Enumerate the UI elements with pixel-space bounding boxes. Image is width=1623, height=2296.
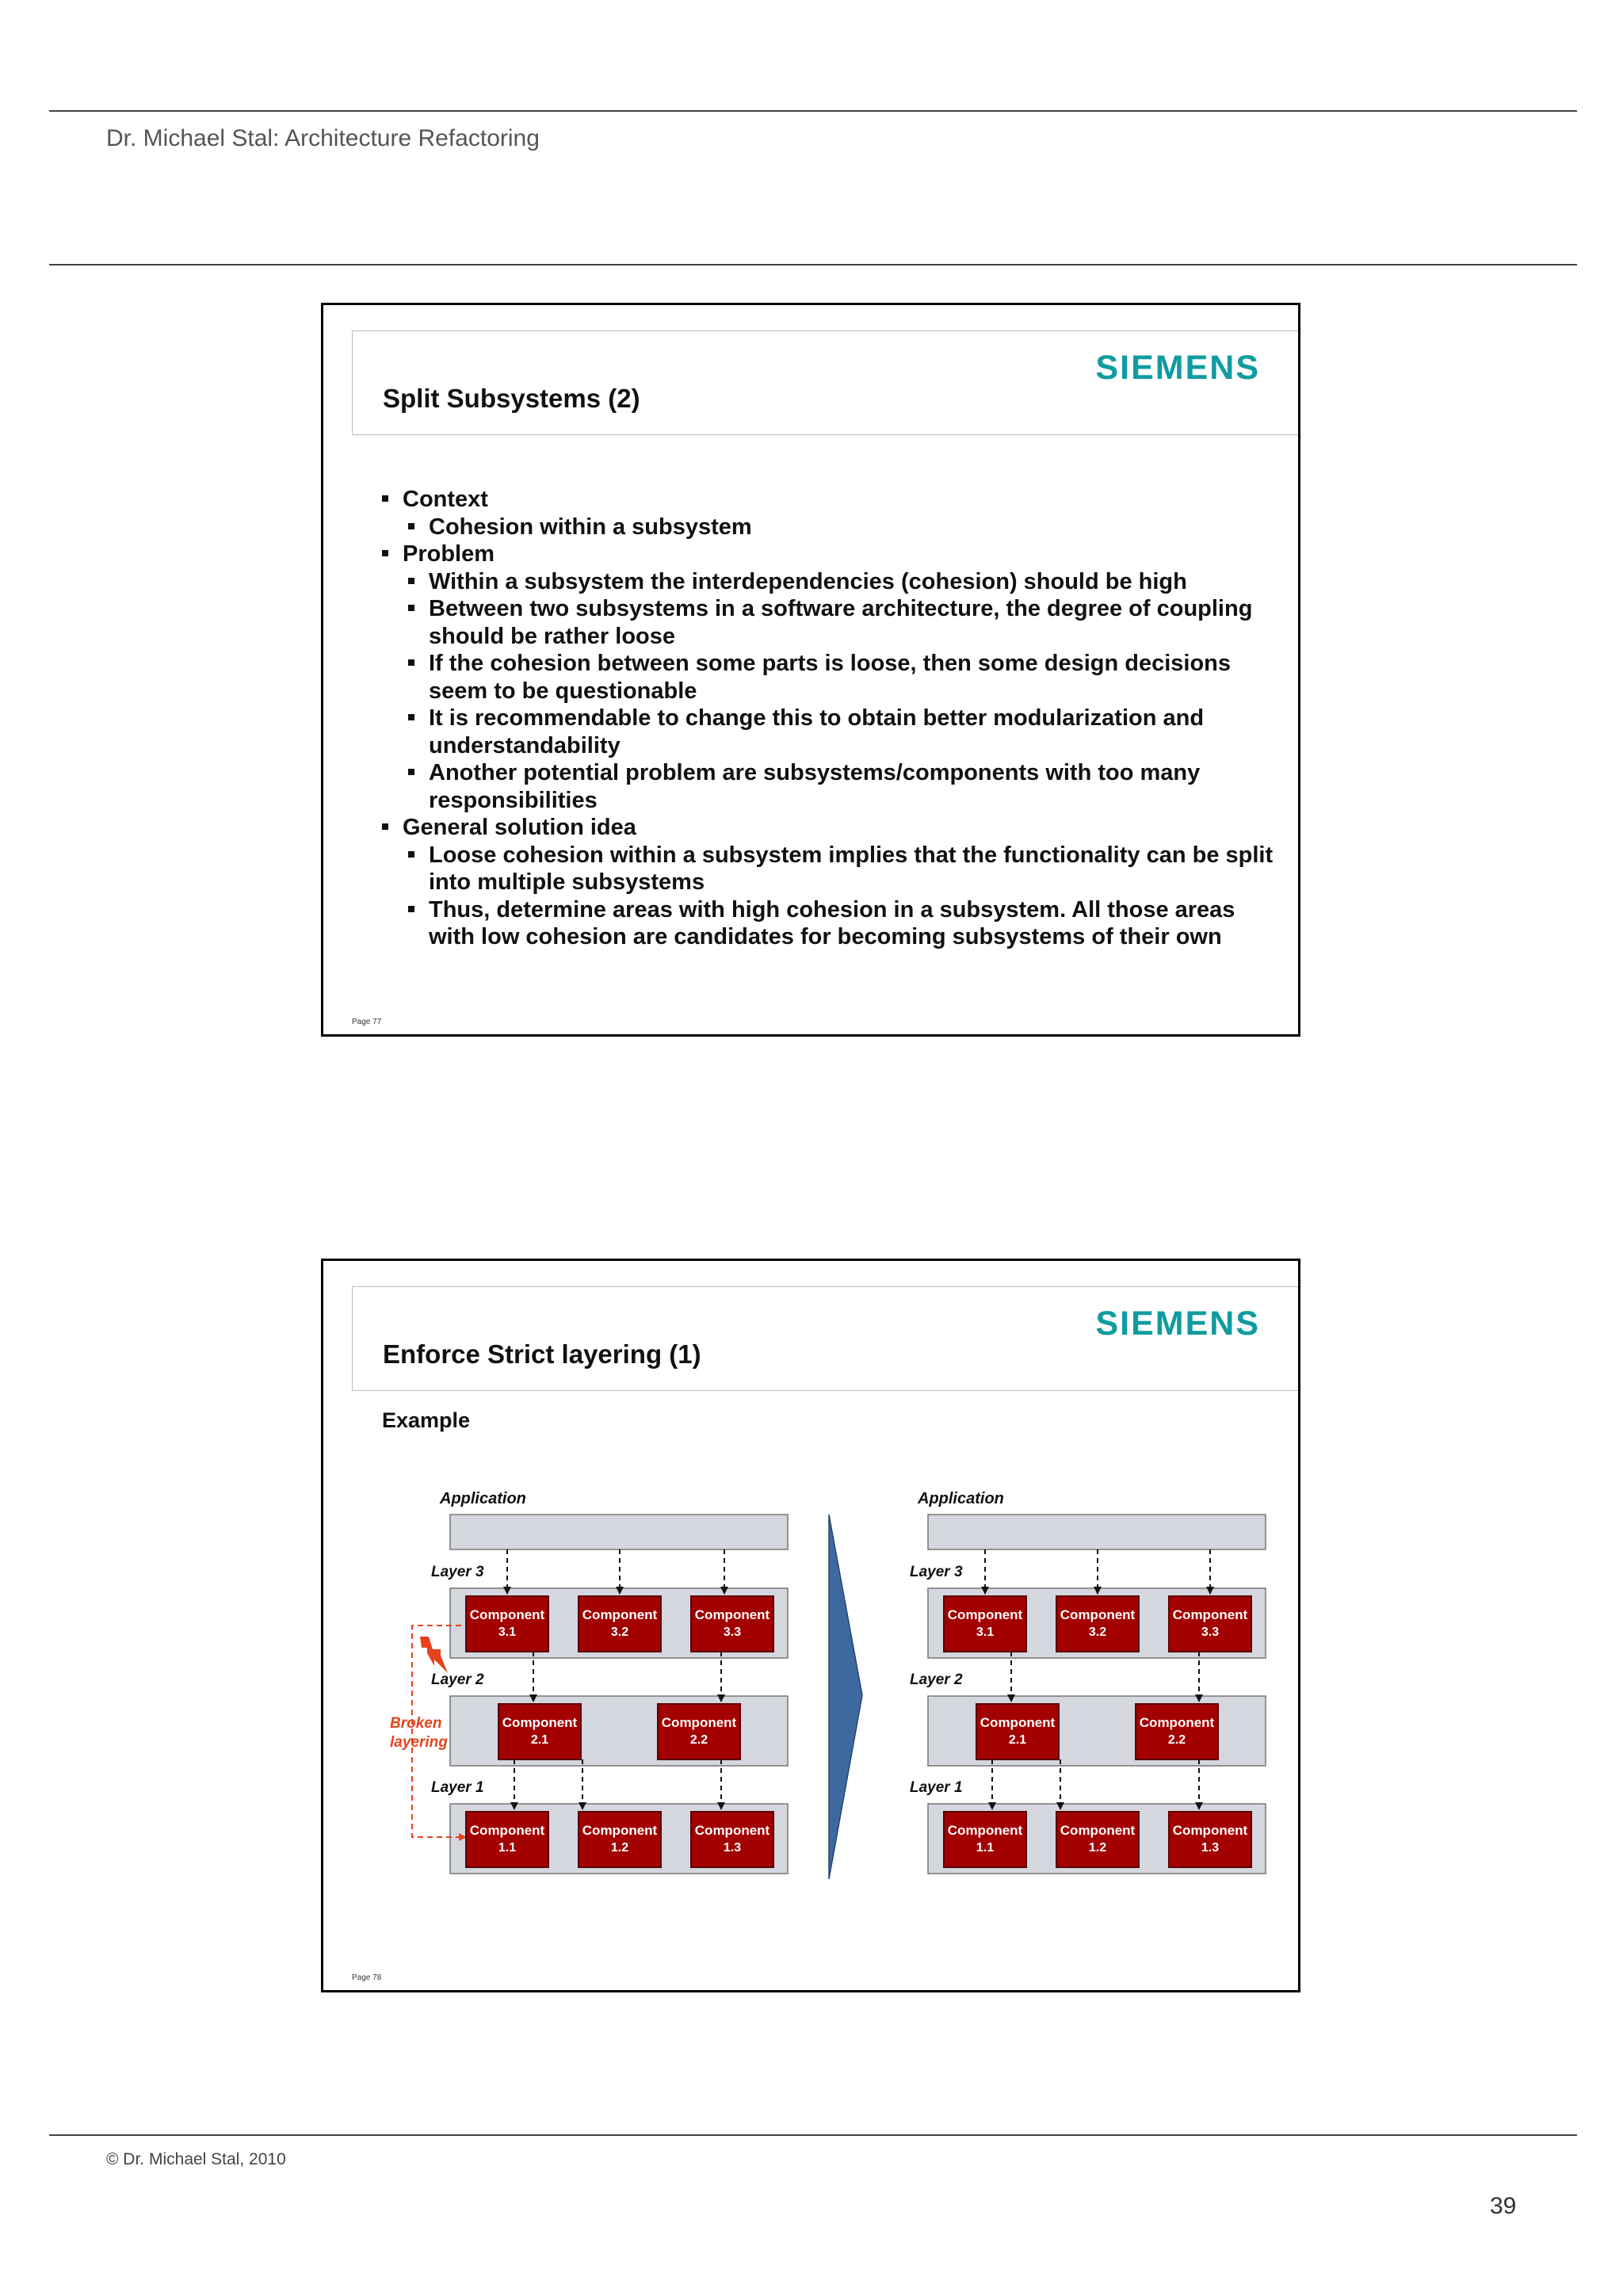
slide-split-subsystems [321,303,1300,1037]
bullet-marker-icon [408,906,414,912]
slide-page-label: Page 77 [352,1018,382,1026]
siemens-logo: SIEMENS [1095,349,1260,387]
transformation-arrow-icon [829,1515,862,1879]
header-top-rule [49,110,1577,112]
svg-text:1.2: 1.2 [610,1841,629,1855]
component-1-2 [579,1812,661,1867]
component-1-1 [944,1812,1026,1867]
lightning-icon [420,1637,448,1673]
svg-text:1.3: 1.3 [723,1841,742,1855]
svg-text:2.2: 2.2 [1167,1733,1186,1747]
siemens-logo: SIEMENS [1095,1305,1260,1343]
svg-text:Component: Component [582,1607,658,1622]
component-2-1 [498,1704,581,1759]
bullet-item: Between two subsystems in a software architecture, the degree of coupling should be rather loose [379,595,1274,650]
svg-text:1.3: 1.3 [1201,1841,1220,1855]
footer-copyright: © Dr. Michael Stal, 2010 [106,2150,286,2168]
component-1-3 [691,1812,773,1867]
diagram-after [910,1490,1266,1874]
slide-title: Enforce Strict layering (1) [383,1339,701,1369]
layer1-label: Layer 1 [910,1779,963,1796]
bullet-item: It is recommendable to change this to obtain better modularization and understandability [379,705,1274,759]
svg-text:1.2: 1.2 [1088,1841,1107,1855]
application-label: Application [440,1490,526,1507]
header-author-title: Dr. Michael Stal: Architecture Refactoring [106,125,540,151]
svg-text:3.1: 3.1 [976,1626,995,1639]
svg-text:2.1: 2.1 [1008,1733,1027,1747]
svg-text:3.3: 3.3 [1201,1626,1220,1639]
svg-text:Component: Component [980,1715,1056,1730]
example-label: Example [382,1408,471,1432]
svg-text:Component: Component [947,1823,1023,1838]
layer3-label: Layer 3 [910,1564,963,1580]
svg-text:3.3: 3.3 [723,1626,742,1639]
bullet-marker-icon [408,605,414,611]
bullet-item: Problem [379,541,1274,568]
layer2-label: Layer 2 [910,1671,963,1688]
svg-text:3.2: 3.2 [1088,1626,1107,1639]
svg-text:2.2: 2.2 [689,1733,708,1747]
bullet-item: Loose cohesion within a subsystem implies that the functionality can be split into multiple subsystems [379,842,1274,896]
component-3-2 [1056,1596,1139,1652]
slide-title-bar [352,330,1298,435]
svg-text:3.1: 3.1 [498,1626,517,1639]
svg-text:Component: Component [1060,1823,1136,1838]
bullet-marker-icon [408,523,414,529]
component-3-2 [579,1596,661,1652]
component-3-1 [466,1596,548,1652]
svg-text:Component: Component [469,1607,545,1622]
slide-enforce-strict-layering [321,1259,1300,1992]
component-1-3 [1169,1812,1251,1867]
svg-text:1.1: 1.1 [976,1841,995,1855]
diagram-before [390,1490,788,1874]
bullet-item: If the cohesion between some parts is loose, then some design decisions seem to be questionable [379,650,1274,705]
svg-text:Component: Component [502,1715,578,1730]
bullet-marker-icon [408,851,414,858]
broken-layering-label: layering [390,1734,448,1751]
header-bottom-rule [49,264,1577,266]
application-box [450,1515,788,1549]
layering-diagram [323,1261,1298,1990]
svg-text:Component: Component [661,1715,737,1730]
svg-text:Component: Component [1060,1607,1136,1622]
svg-text:1.1: 1.1 [498,1841,517,1855]
bullet-marker-icon [408,578,414,584]
application-box [928,1515,1266,1549]
bullet-marker-icon [382,550,388,556]
svg-text:2.1: 2.1 [530,1733,549,1747]
component-2-2 [1136,1704,1218,1759]
layer2-label: Layer 2 [431,1671,484,1688]
bullet-list [379,486,1274,951]
bullet-item: Cohesion within a subsystem [379,514,1274,541]
svg-text:Component: Component [1139,1715,1215,1730]
layer1-label: Layer 1 [431,1779,484,1796]
component-3-3 [1169,1596,1251,1652]
bullet-item: Thus, determine areas with high cohesion in a subsystem. All those areas with low cohesion are candidates for becoming subsystems of their own [379,896,1274,951]
layer3-label: Layer 3 [431,1564,484,1580]
component-2-1 [976,1704,1059,1759]
svg-text:Component: Component [1172,1607,1248,1622]
component-3-1 [944,1596,1026,1652]
bullet-item: Context [379,486,1274,514]
svg-text:3.2: 3.2 [610,1626,629,1639]
bullet-marker-icon [408,714,414,720]
application-label: Application [918,1490,1004,1507]
svg-text:Component: Component [582,1823,658,1838]
svg-text:Component: Component [469,1823,545,1838]
slide-title: Split Subsystems (2) [383,384,640,413]
slide-page-label: Page 78 [352,1973,382,1982]
footer-rule [49,2134,1577,2136]
bullet-marker-icon [408,659,414,666]
svg-text:Component: Component [1172,1823,1248,1838]
page-number: 39 [1490,2193,1517,2219]
component-1-1 [466,1812,548,1867]
svg-text:Component: Component [947,1607,1023,1622]
bullet-item: Within a subsystem the interdependencies (cohesion) should be high [379,568,1274,596]
svg-text:Component: Component [694,1607,770,1622]
bullet-marker-icon [382,823,388,830]
bullet-item: General solution idea [379,814,1274,842]
component-2-2 [658,1704,740,1759]
bullet-marker-icon [408,769,414,775]
component-3-3 [691,1596,773,1652]
svg-text:Component: Component [694,1823,770,1838]
component-1-2 [1056,1812,1139,1867]
broken-layering-label: Broken [390,1715,442,1732]
bullet-item: Another potential problem are subsystems/components with too many responsibilities [379,759,1274,814]
bullet-marker-icon [382,495,388,502]
